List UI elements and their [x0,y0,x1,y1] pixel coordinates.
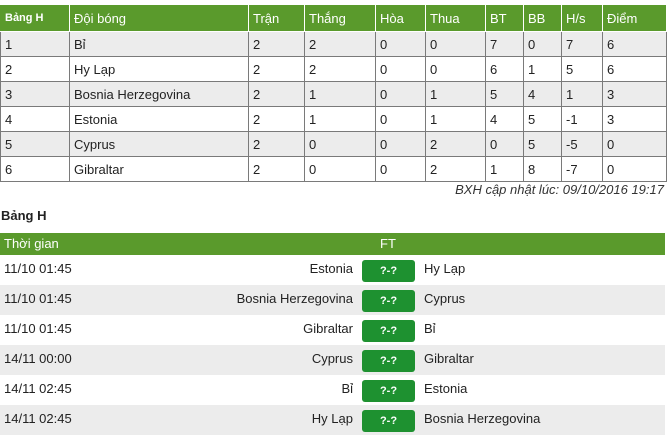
rank-cell: 4 [1,107,70,132]
fixtures-time-header: Thời gian [4,236,59,251]
fixture-row [0,405,665,435]
goals-against-cell: 0 [524,32,562,57]
lost-cell: 1 [426,107,486,132]
fixture-row [0,285,665,315]
won-cell: 0 [305,132,376,157]
fixture-home-team: Cyprus [311,351,353,366]
points-cell: 6 [603,32,667,57]
rank-cell: 2 [1,57,70,82]
fixture-home-team: Hy Lạp [311,411,353,426]
col-header-goals-against: BB [524,5,562,32]
goals-against-cell: 5 [524,132,562,157]
fixture-time: 14/11 02:45 [4,411,72,426]
played-cell: 2 [249,107,305,132]
fixture-home-team: Bosnia Herzegovina [236,291,353,306]
col-header-lost: Thua [426,5,486,32]
goal-diff-cell: -7 [562,157,603,182]
drawn-cell: 0 [376,132,426,157]
team-cell: Cyprus [70,132,249,157]
drawn-cell: 0 [376,107,426,132]
fixture-away-team: Gibraltar [424,351,474,366]
points-cell: 0 [603,132,667,157]
fixture-home-team: Estonia [309,261,353,276]
goal-diff-cell: 5 [562,57,603,82]
standings-table [0,4,667,182]
rank-cell: 5 [1,132,70,157]
fixture-time: 11/10 01:45 [4,321,72,336]
fixture-time: 11/10 01:45 [4,261,72,276]
fixture-row [0,315,665,345]
played-cell: 2 [249,82,305,107]
standings-header-row [1,5,667,32]
fixture-score-button[interactable]: ?-? [362,290,415,312]
fixture-score-button[interactable]: ?-? [362,410,415,432]
goal-diff-cell: -1 [562,107,603,132]
drawn-cell: 0 [376,82,426,107]
col-header-goals-for: BT [486,5,524,32]
fixture-away-team: Cyprus [424,291,466,306]
points-cell: 3 [603,82,667,107]
lost-cell: 0 [426,57,486,82]
team-cell: Estonia [70,107,249,132]
drawn-cell: 0 [376,157,426,182]
points-cell: 6 [603,57,667,82]
fixture-score-button[interactable]: ?-? [362,350,415,372]
fixture-row [0,255,665,285]
fixture-row [0,345,665,375]
goals-for-cell: 1 [486,157,524,182]
won-cell: 2 [305,32,376,57]
col-header-points: Điểm [603,5,667,32]
lost-cell: 0 [426,32,486,57]
goal-diff-cell: 1 [562,82,603,107]
points-cell: 3 [603,107,667,132]
points-cell: 0 [603,157,667,182]
fixtures-ft-header: FT [380,236,396,251]
group-title: Bảng H [1,208,47,223]
played-cell: 2 [249,32,305,57]
drawn-cell: 0 [376,57,426,82]
played-cell: 2 [249,57,305,82]
won-cell: 1 [305,107,376,132]
table-row [1,32,667,57]
fixture-home-team: Gibraltar [303,321,353,336]
fixture-time: 14/11 00:00 [4,351,72,366]
fixture-away-team: Bosnia Herzegovina [424,411,541,426]
won-cell: 1 [305,82,376,107]
fixture-time: 14/11 02:45 [4,381,72,396]
fixture-time: 11/10 01:45 [4,291,72,306]
goals-for-cell: 7 [486,32,524,57]
team-cell: Bỉ [70,32,249,57]
goals-for-cell: 0 [486,132,524,157]
table-row [1,132,667,157]
table-row [1,57,667,82]
team-cell: Bosnia Herzegovina [70,82,249,107]
col-header-drawn: Hòa [376,5,426,32]
goals-for-cell: 5 [486,82,524,107]
fixture-score-button[interactable]: ?-? [362,260,415,282]
col-header-goal-diff: H/s [562,5,603,32]
played-cell: 2 [249,132,305,157]
fixture-row [0,375,665,405]
goals-against-cell: 5 [524,107,562,132]
rank-cell: 6 [1,157,70,182]
fixture-home-team: Bỉ [341,381,353,396]
goal-diff-cell: -5 [562,132,603,157]
table-row [1,107,667,132]
rank-cell: 1 [1,32,70,57]
team-cell: Hy Lạp [70,57,249,82]
won-cell: 0 [305,157,376,182]
lost-cell: 1 [426,82,486,107]
fixture-away-team: Estonia [424,381,468,396]
team-cell: Gibraltar [70,157,249,182]
goals-against-cell: 1 [524,57,562,82]
table-row [1,82,667,107]
drawn-cell: 0 [376,32,426,57]
col-header-team: Đội bóng [70,5,249,32]
lost-cell: 2 [426,157,486,182]
goals-for-cell: 4 [486,107,524,132]
goals-for-cell: 6 [486,57,524,82]
fixture-away-team: Hy Lạp [424,261,466,276]
lost-cell: 2 [426,132,486,157]
table-row [1,157,667,182]
won-cell: 2 [305,57,376,82]
fixture-away-team: Bỉ [424,321,436,336]
fixture-score-button[interactable]: ?-? [362,320,415,342]
goals-against-cell: 8 [524,157,562,182]
col-header-group: Bảng H [1,5,70,32]
col-header-played: Trận [249,5,305,32]
rank-cell: 3 [1,82,70,107]
goals-against-cell: 4 [524,82,562,107]
col-header-won: Thắng [305,5,376,32]
last-updated-text: BXH cập nhật lúc: 09/10/2016 19:17 [455,182,664,197]
fixtures-list [0,255,665,435]
fixtures-header [0,233,665,255]
fixture-score-button[interactable]: ?-? [362,380,415,402]
goal-diff-cell: 7 [562,32,603,57]
played-cell: 2 [249,157,305,182]
